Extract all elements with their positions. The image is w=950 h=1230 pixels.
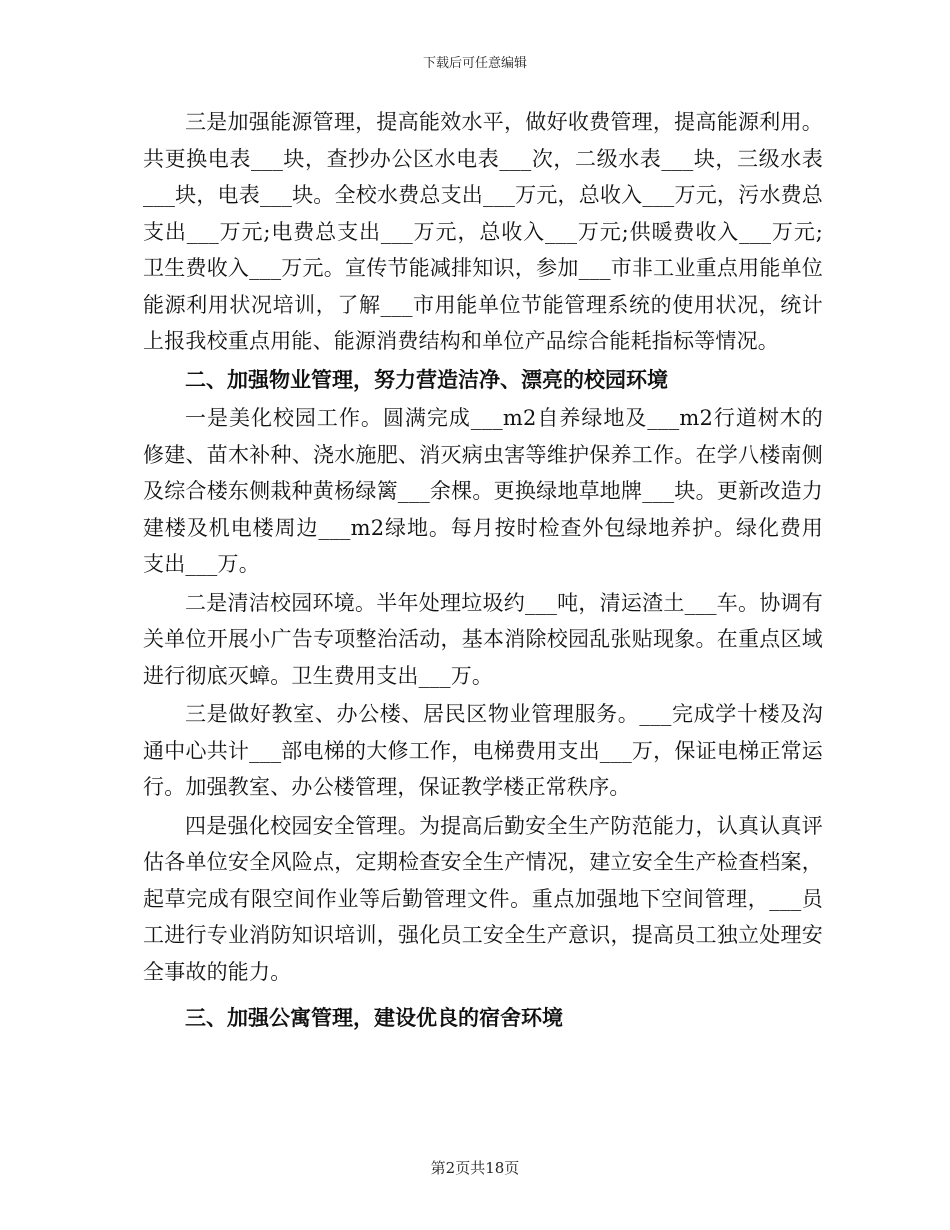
section-heading-property-management: 二、加强物业管理，努力营造洁净、漂亮的校园环境 [185,366,668,392]
section-heading-apartment-management: 三、加强公寓管理，建设优良的宿舍环境 [185,1005,563,1030]
paragraph-energy-management: 三是加强能源管理，提高能效水平，做好收费管理，提高能源利用。共更换电表___块，查抄办公区水电表___次，二级水表___块，三级水表___块，电表___块。全校水费总支出___万元，总收入___万元，污水费总支出___万元;电费总支出___万元，总收入___万元;供暖费收入___万元;卫生费收入___万元。宣传节能减排知识，参加___市非工业重点用能单位能源利用状况培训，了解___市用能单位节能管理系统的使用状况，统计上报我校重点用能、能源消费结构和单位产品综合能耗指标等情况。 [143,110,823,353]
document-body [143,104,823,1037]
paragraph-campus-greening: 一是美化校园工作。圆满完成___m2自养绿地及___m2行道树木的修建、苗木补种、浇水施肥、消灭病虫害等维护保养工作。在学八楼南侧及综合楼东侧栽种黄杨绿篱___余棵。更换绿地草地牌___块。更新改造力建楼及机电楼周边___m2绿地。每月按时检查外包绿地养护。绿化费用支出___万。 [143,406,823,576]
page-header: 下载后可任意编辑 [422,56,527,71]
paragraph-building-services: 三是做好教室、办公楼、居民区物业管理服务。___完成学十楼及沟通中心共计___部电梯的大修工作，电梯费用支出___万，保证电梯正常运行。加强教室、办公楼管理，保证教学楼正常秩序。 [143,702,823,799]
paragraph-campus-safety: 四是强化校园安全管理。为提高后勤安全生产防范能力，认真认真评估各单位安全风险点，定期检查安全生产情况，建立安全生产检查档案，起草完成有限空间作业等后勤管理文件。重点加强地下空间管理，___员工进行专业消防知识培训，强化员工安全生产意识，提高员工独立处理安全事故的能力。 [143,813,823,984]
paragraph-campus-cleaning: 二是清洁校园环境。半年处理垃圾约___吨，清运渣土___车。协调有关单位开展小广告专项整治活动，基本消除校园乱张贴现象。在重点区域进行彻底灭蟑。卫生费用支出___万。 [143,590,823,688]
page-number-footer: 第2页共18页 [430,1159,520,1177]
